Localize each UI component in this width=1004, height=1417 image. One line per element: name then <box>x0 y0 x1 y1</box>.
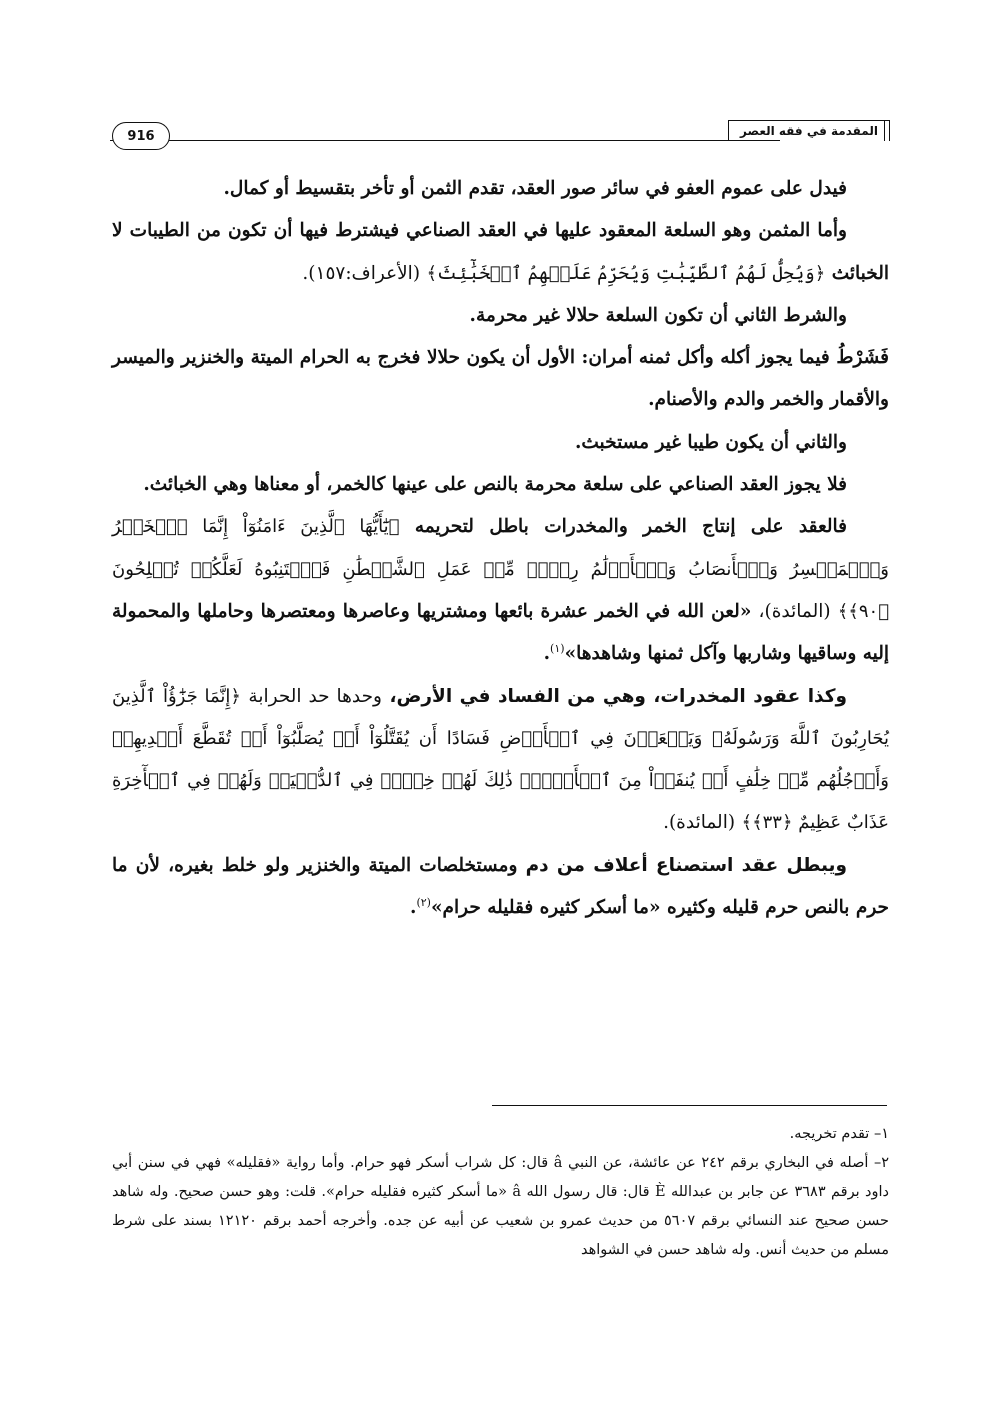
hadith-khamr: «لعن الله في الخمر عشرة بائعها ومشتريها وعاصرها ومعتصرها وحاملها والمحمولة إليه وساقيها وشاربها وآكل ثمنها وشاهدها» <box>112 600 889 665</box>
paragraph-7: فالعقد على إنتاج الخمر والمخدرات باطل لتحريمه ﴿يَٰٓأَيُّهَا ٱلَّذِينَ ءَامَنُوٓاْ إِنَّمَا ٱلۡخَمۡرُ وَٱلۡمَيۡسِرُ وَٱلۡأَنصَابُ وَٱلۡأَزۡلَٰمُ رِجۡسٞ مِّنۡ عَمَلِ ٱلشَّيۡطَٰنِ فَٱجۡتَنِبُوهُ لَعَلَّكُمۡ تُفۡلِحُونَ ﴿٩٠﴾﴾ (المائدة)، «لعن الله في الخمر عشرة بائعها ومشتريها وعاصرها ومعتصرها وحاملها والمحمولة إليه وساقيها وشاربها وآكل ثمنها وشاهدها»$^{(١)}$. <box>112 516 889 665</box>
paragraph-8 <box>112 676 889 845</box>
paragraph-1: فيدل على عموم العفو في سائر صور العقد، تقدم الثمن أو تأخر بتقسيط أو كمال. <box>223 178 847 199</box>
main-text <box>112 168 889 929</box>
footnote-ref-2[interactable]: (٢) <box>416 895 431 909</box>
paragraph-8-bold: وكذا عقود المخدرات، وهي من الفساد في الأرض، <box>389 685 847 707</box>
paragraph-9 <box>112 845 889 930</box>
paragraph-2 <box>112 210 889 295</box>
quran-verse-araf: ﴿وَيُحِلُّ لَهُمُ ٱلطَّيِّبَٰتِ وَيُحَرِّمُ عَلَيۡهِمُ ٱلۡخَبَٰٓئِثَ﴾ <box>426 262 826 284</box>
footnote-ref-1[interactable]: (١) <box>550 642 565 656</box>
paragraph-8-normal: وحدها حد الحرابة <box>248 685 382 707</box>
paragraph-7-intro: فالعقد على إنتاج الخمر والمخدرات باطل لتحريمه <box>414 516 847 538</box>
footnote-1: ١– تقدم تخريجه. <box>789 1126 889 1142</box>
quran-verse-maidah-33: ﴿إِنَّمَا جَزَٰٓؤُاْ ٱلَّذِينَ يُحَارِبُونَ ٱللَّهَ وَرَسُولَهُۥ وَيَسۡعَوۡنَ فِي ٱلۡأَرۡضِ فَسَادًا أَن يُقَتَّلُوٓاْ أَوۡ يُصَلَّبُوٓاْ أَوۡ تُقَطَّعَ أَيۡدِيهِمۡ وَأَرۡجُلُهُم مِّنۡ خِلَٰفٍ أَوۡ يُنفَوۡاْ مِنَ ٱلۡأَرۡضِۚ ذَٰلِكَ لَهُمۡ خِزۡيٞ فِي ٱلدُّنۡيَاۖ وَلَهُمۡ فِي ٱلۡأٓخِرَةِ عَذَابٌ عَظِيمٌ ﴿٣٣﴾﴾ <box>112 685 889 834</box>
verse-reference-maidah-33: (المائدة). <box>663 812 736 834</box>
page-header <box>110 118 890 148</box>
quran-verse-maidah-90: ﴿يَٰٓأَيُّهَا ٱلَّذِينَ ءَامَنُوٓاْ إِنَّمَا ٱلۡخَمۡرُ وَٱلۡمَيۡسِرُ وَٱلۡأَنصَابُ وَٱلۡأَزۡلَٰمُ رِجۡسٞ مِّنۡ عَمَلِ ٱلشَّيۡطَٰنِ فَٱجۡتَنِبُوهُ لَعَلَّكُمۡ تُفۡلِحُونَ ﴿٩٠﴾﴾ <box>112 516 889 622</box>
paragraph-4: فَشَرْطُ فيما يجوز أكله وأكل ثمنه أمران: الأول أن يكون حلالا فخرج به الحرام الميتة والخنزير والميسر والأقمار والخمر والدم والأصنام. <box>112 347 889 411</box>
header-rule <box>110 140 780 141</box>
page-number: 916 <box>112 122 170 150</box>
paragraph-6: فلا يجوز العقد الصناعي على سلعة محرمة بالنص على عينها كالخمر، أو معناها وهي الخبائث. <box>143 474 847 496</box>
paragraph-9-bold: ويبطل عقد استصناع أعلاف من دم <box>525 854 847 876</box>
book-title: المقدمة في فقه العصر <box>728 120 890 141</box>
paragraph-3: والشرط الثاني أن تكون السلعة حلالا غير محرمة. <box>469 304 847 326</box>
footnotes <box>112 1120 889 1265</box>
paragraph-9-end: . <box>410 897 417 919</box>
paragraph-9-rest: ومستخلصات الميتة والخنزير ولو خلط بغيره، لأن ما حرم بالنص حرم قليله وكثيره «ما أسكر كثيره فقليله حرام» <box>112 854 889 919</box>
verse-reference-araf: (الأعراف:١٥٧). <box>302 262 421 284</box>
verse-reference-maidah-90: (المائدة)، <box>758 600 831 622</box>
paragraph-5: والثاني أن يكون طيبا غير مستخبث. <box>574 431 847 453</box>
footnote-2: ٢– أصله في البخاري برقم ٢٤٢ عن عائشة، عن النبي â قال: كل شراب أسكر فهو حرام. وأما رواية «فقليله» فهي في سنن أبي داود برقم ٣٦٨٣ عن جابر بن عبدالله È قال: قال رسول الله â «ما أسكر كثيره فقليله حرام». قلت: وهو حسن صحيح. وله شاهد حسن صحيح عند النسائي برقم ٥٦٠٧ من حديث عمرو بن شعيب عن أبيه عن جده. وأخرجه أحمد برقم ١٢١٢٠ بسند على شرط مسلم من حديث أنس. وله شاهد حسن في الشواهد <box>112 1155 890 1258</box>
footnote-separator <box>492 1105 887 1106</box>
paragraph-2-text: وأما المثمن وهو السلعة المعقود عليها في العقد الصناعي فيشترط فيها أن تكون من الطيبات لا الخبائث <box>112 220 889 284</box>
